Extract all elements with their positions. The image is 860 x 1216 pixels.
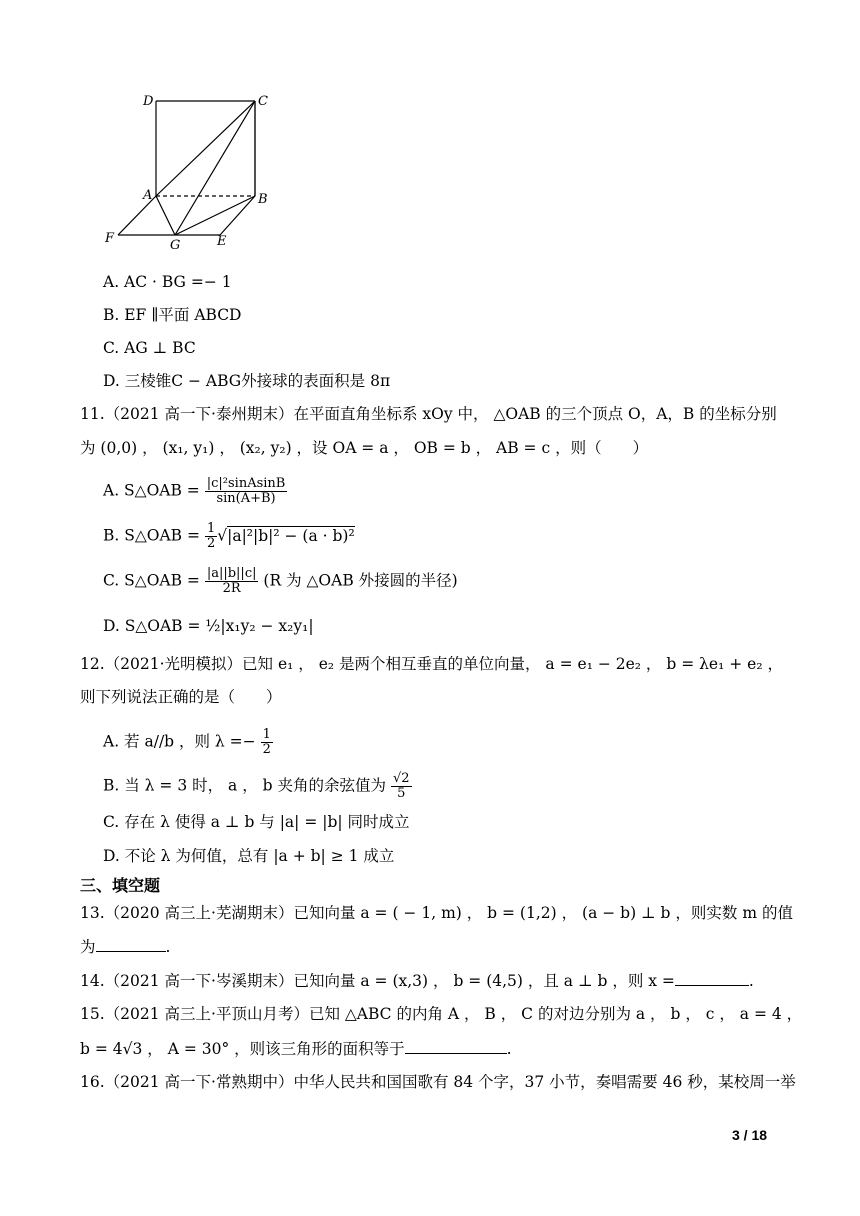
q10-option-d: D. 三棱锥C − ABG外接球的表面积是 8π bbox=[103, 372, 391, 390]
q14-line: 14.（2021 高一下·岑溪期末）已知向量 a = (x,3) ， b = (4,5) ，且 a ⊥ b ，则 x = . bbox=[80, 972, 754, 990]
q16-line1: 16.（2021 高一下·常熟期中）中华人民共和国国歌有 84 个字，37 小节，奏唱需要 46 秒，某校周一举 bbox=[80, 1073, 796, 1091]
label-C: C bbox=[258, 94, 268, 109]
label-A: A bbox=[143, 188, 153, 203]
label-G: G bbox=[170, 238, 181, 253]
q10-option-b: B. EF ∥平面 ABCD bbox=[103, 306, 242, 324]
label-F: F bbox=[105, 231, 115, 246]
answer-blank[interactable] bbox=[675, 970, 749, 986]
answer-blank[interactable] bbox=[96, 936, 166, 952]
q12-line2: 则下列说法正确的是（ ） bbox=[80, 688, 282, 706]
q12-option-b: B. 当 λ = 3 时， a ， b 夹角的余弦值为 $\frac{√2}{5}$ bbox=[103, 771, 410, 801]
q12-line1: 12.（2021·光明模拟）已知 e₁ ， e₂ 是两个相互垂直的单位向量， a = e₁ − 2e₂ ， b = λe₁ + e₂ ， bbox=[80, 655, 783, 673]
q10-option-a: A. AC · BG =− 1 bbox=[103, 273, 232, 291]
label-B: B bbox=[258, 192, 268, 207]
q11-option-d: D. S△OAB = ½|x₁y₂ − x₂y₁| bbox=[103, 617, 314, 635]
section-heading: 三、填空题 bbox=[80, 876, 161, 895]
label-E: E bbox=[217, 234, 227, 249]
q11-line1: 11.（2021 高一下·泰州期末）在平面直角坐标系 xOy 中， △OAB 的三个顶点 O，A，B 的坐标分别 bbox=[80, 405, 777, 423]
q13-line2: 为 . bbox=[80, 938, 171, 956]
q13-line1: 13.（2020 高三上·芜湖期末）已知向量 a = ( − 1, m) ， b = (1,2) ， (a − b) ⊥ b ，则实数 m 的值 bbox=[80, 904, 793, 922]
q12-option-c: C. 存在 λ 使得 a ⊥ b 与 |a| = |b| 同时成立 bbox=[103, 813, 410, 831]
q11-option-b: B. S△OAB = $\frac{1}{2}$ √|a|²|b|² − (a · b)² bbox=[103, 521, 355, 551]
label-D: D bbox=[143, 94, 154, 109]
q11-option-a: A. S△OAB = $\frac{\text{|c|²sinAsinB}}{\sin(A+B)}$ bbox=[103, 476, 286, 506]
q11-line2: 为 (0,0) ， (x₁, y₁) ， (x₂, y₂) ，设 OA = a ， OB = b ， AB = c ，则（ ） bbox=[80, 439, 649, 457]
geometry-figure bbox=[95, 85, 285, 255]
page-number: 3 / 18 bbox=[732, 1127, 768, 1143]
q12-option-d: D. 不论 λ 为何值，总有 |a + b| ≥ 1 成立 bbox=[103, 847, 395, 865]
q15-line2: b = 4√3 ， A = 30° ，则该三角形的面积等于 . bbox=[80, 1040, 512, 1058]
q11-option-c: C. S△OAB = $\frac{|a||b||c|}{2R}$ (R 为 △OAB 外接圆的半径) bbox=[103, 566, 458, 596]
q10-option-c: C. AG ⊥ BC bbox=[103, 339, 196, 357]
q12-option-a: A. 若 a//b ，则 λ =− $\frac{1}{2}$ bbox=[103, 727, 271, 757]
q15-line1: 15.（2021 高三上·平顶山月考）已知 △ABC 的内角 A ， B ， C 的对边分别为 a ， b ， c ， a = 4 ， bbox=[80, 1005, 803, 1023]
answer-blank[interactable] bbox=[405, 1038, 507, 1054]
